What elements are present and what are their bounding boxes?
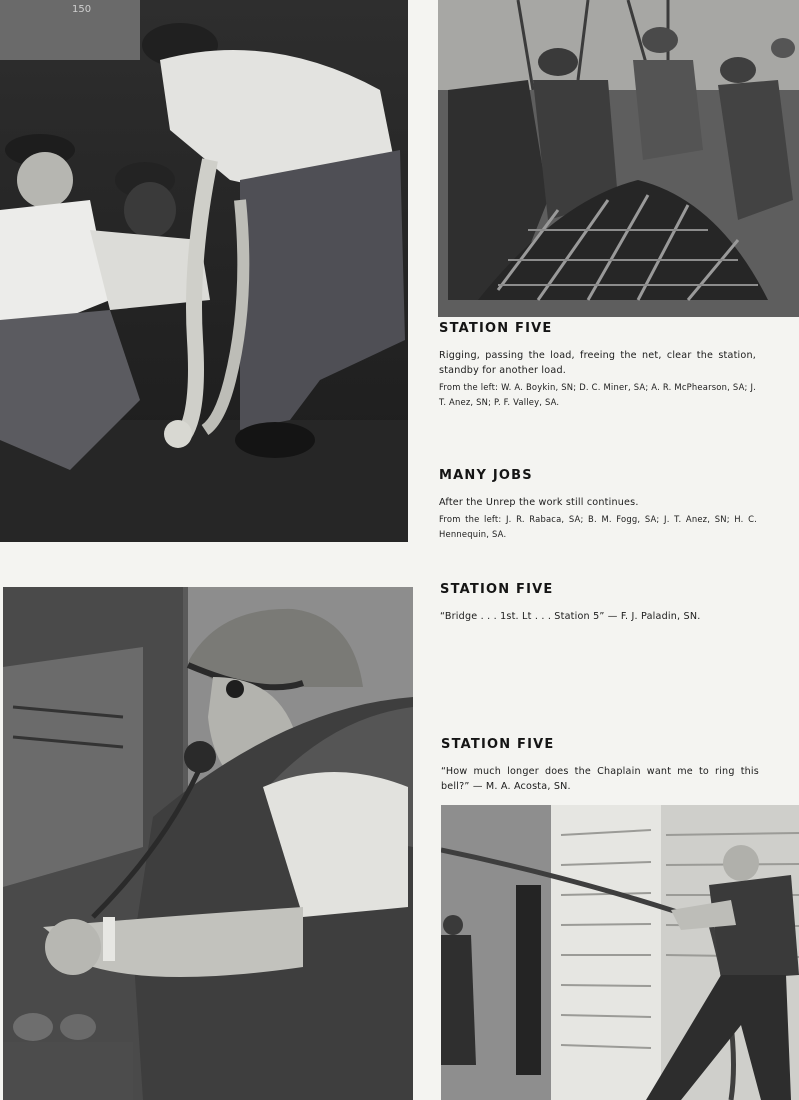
caption-title: STATION FIVE bbox=[441, 737, 555, 752]
caption-body: Rigging, passing the load, freeing the net, clear the station, standby for another load. bbox=[439, 350, 756, 376]
caption-title: STATION FIVE bbox=[439, 321, 553, 336]
hull-number-text: 150 bbox=[72, 4, 92, 15]
caption-body: “Bridge . . . 1st. Lt . . . Station 5” — F. J. Paladin, SN. bbox=[440, 611, 701, 622]
caption-title: MANY JOBS bbox=[439, 468, 533, 483]
caption-body: After the Unrep the work still continues. bbox=[439, 497, 639, 508]
caption-station-five-bridge bbox=[440, 582, 758, 624]
photo-sailor-headset bbox=[3, 587, 413, 1100]
caption-title: STATION FIVE bbox=[440, 582, 554, 597]
caption-station-five-rigging bbox=[439, 321, 756, 410]
caption-names: From the left: J. R. Rabaca, SA; B. M. Fogg, SA; J. T. Anez, SN; H. C. Hennequin, SA. bbox=[439, 514, 757, 539]
photo-sailor-bell-rope bbox=[441, 805, 799, 1100]
caption-station-five-bell bbox=[441, 737, 759, 794]
caption-body: “How much longer does the Chaplain want me to ring this bell?” — M. A. Acosta, SN. bbox=[441, 766, 759, 792]
photo-sailors-cargo-net bbox=[438, 0, 799, 317]
caption-names: From the left: W. A. Boykin, SN; D. C. Miner, SA; A. R. McPhearson, SA; J. T. Anez, SN; P. F. Valley, SA. bbox=[439, 382, 756, 407]
caption-many-jobs bbox=[439, 468, 757, 542]
photo-sailors-shackle bbox=[0, 0, 408, 542]
